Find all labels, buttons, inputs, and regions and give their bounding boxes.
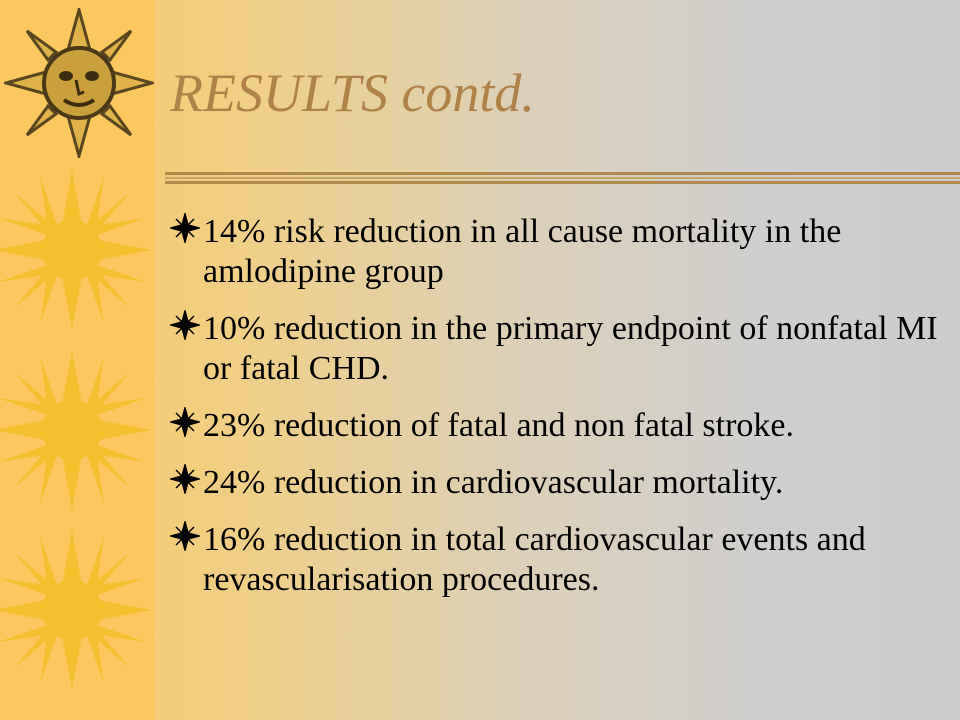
bullet-text: 10% reduction in the primary endpoint of nonfatal MI or fatal CHD.: [203, 310, 938, 387]
star-bullet-icon: [170, 213, 200, 243]
star-bullet-icon: [170, 521, 200, 551]
list-item: [170, 309, 955, 389]
sun-icon: [0, 170, 152, 330]
list-item: [170, 463, 955, 503]
bullet-text: 16% reduction in total cardiovascular events and revascularisation procedures.: [203, 521, 866, 598]
list-item: [170, 520, 955, 600]
star-bullet-icon: [170, 310, 200, 340]
star-bullet-icon: [170, 464, 200, 494]
bullet-text: 24% reduction in cardiovascular mortality.: [203, 464, 784, 501]
star-bullet-icon: [170, 407, 200, 437]
sidebar-decoration: [0, 0, 155, 720]
list-item: [170, 212, 955, 292]
bullet-text: 14% risk reduction in all cause mortality in the amlodipine group: [203, 213, 842, 290]
list-item: [170, 406, 955, 446]
slide-title: RESULTS contd.: [170, 63, 535, 123]
bullet-text: 23% reduction of fatal and non fatal stroke.: [203, 407, 795, 444]
sun-icon: [0, 530, 152, 690]
title-divider: [165, 172, 960, 186]
sun-icon: [0, 350, 152, 510]
bullet-list: [170, 212, 955, 617]
sun-face-icon: [4, 8, 154, 158]
